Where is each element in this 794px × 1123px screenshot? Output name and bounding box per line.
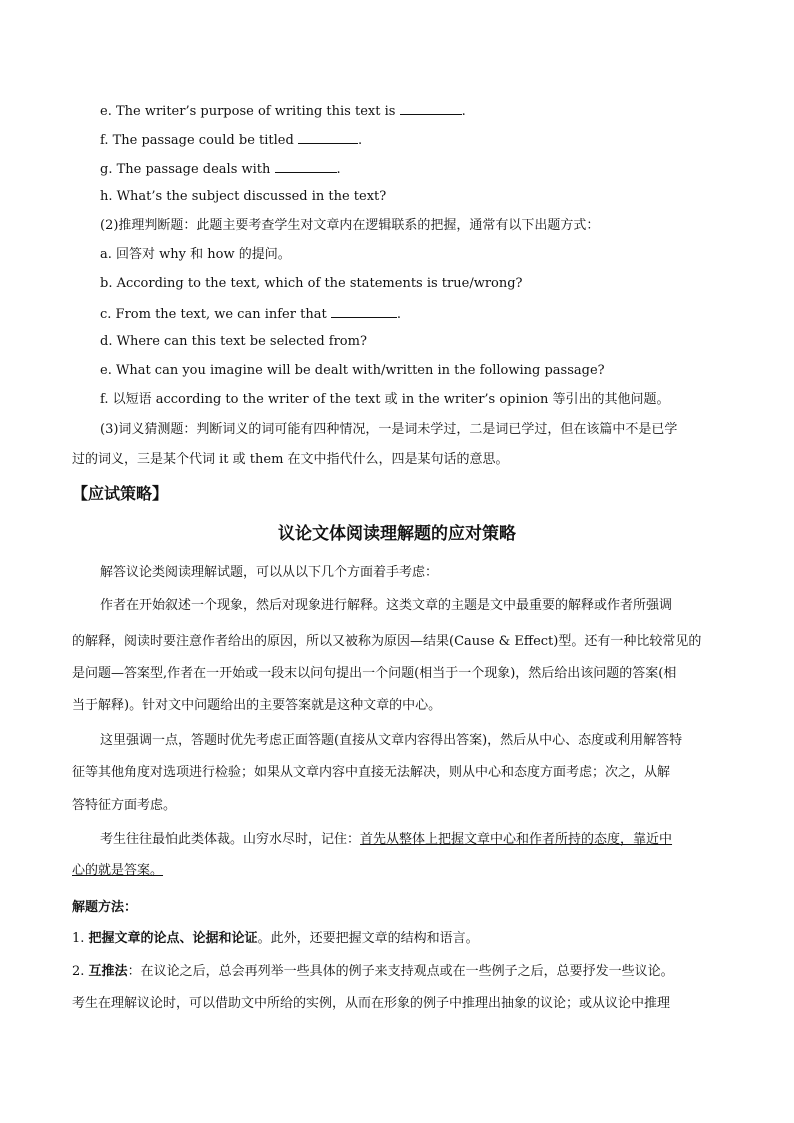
method-1-bold: 把握文章的论点、论据和论证 <box>88 931 258 946</box>
para-2-line-1: 作者在开始叙述一个现象，然后对现象进行解释。这类文章的主题是文中最重要的解释或作者所强调 <box>100 598 673 613</box>
method-2-line-2: 考生在理解议论时，可以借助文中所给的实例，从而在形象的例子中推理出抽象的议论；或从议论中推理 <box>72 996 671 1011</box>
method-2-bold: 互推法 <box>88 964 128 979</box>
para-2-line-2: 的解释，阅读时要注意作者给出的原因，所以又被称为原因—结果(Cause & Effect)型。还有一种比较常见的 <box>72 634 702 649</box>
item-g-deals-with: g. The passage deals with . <box>100 158 341 180</box>
inference-item-e: e. What can you imagine will be dealt with/written in the following passage? <box>100 363 605 378</box>
para-3-line-1: 这里强调一点，答题时优先考虑正面答题(直接从文章内容得出答案)，然后从中心、态度或利用解答特 <box>100 733 683 748</box>
para-4-text: 考生往往最怕此类体裁。山穷水尽时，记住： <box>100 832 361 847</box>
para-4-underlined-cont: 心的就是答案。 <box>72 863 164 878</box>
inference-item-d: d. Where can this text be selected from? <box>100 334 367 349</box>
method-heading: 解题方法： <box>72 900 138 915</box>
para-4-line-2 <box>72 861 163 881</box>
vocab-guess-line-2: 过的词义，三是某个代词 it 或 them 在文中指代什么，四是某句话的意思。 <box>72 452 509 467</box>
item-g-text: g. The passage deals with <box>100 162 271 177</box>
answer-blank <box>275 158 337 173</box>
inference-item-c: c. From the text, we can infer that . <box>100 303 401 325</box>
answer-blank <box>331 303 397 318</box>
para-3-line-3: 答特征方面考虑。 <box>72 798 177 813</box>
inference-heading: (2)推理判断题：此题主要考查学生对文章内在逻辑联系的把握，通常有以下出题方式： <box>100 218 600 233</box>
para-4-line-1 <box>100 830 672 850</box>
item-h-subject: h. What’s the subject discussed in the text? <box>100 189 387 204</box>
para-2-line-3: 是问题—答案型,作者在一开始或一段末以问句提出一个问题(相当于一个现象)，然后给出该问题的答案(相 <box>72 666 677 681</box>
item-e-text: e. The writer’s purpose of writing this text is <box>100 104 396 119</box>
intro-paragraph: 解答议论类阅读理解试题，可以从以下几个方面着手考虑： <box>100 565 439 580</box>
answer-blank <box>400 100 462 115</box>
section-heading: 【应试策略】 <box>72 484 169 503</box>
method-2: 2. 互推法：在议论之后，总会再列举一些具体的例子来支持观点或在一些例子之后，总要抒发一些议论。 <box>72 964 674 979</box>
vocab-guess-line-1: (3)词义猜测题：判断词义的词可能有四种情况，一是词未学过，二是词已学过，但在该篇中不是已学 <box>100 422 678 437</box>
answer-blank <box>298 129 358 144</box>
inference-item-c-text: c. From the text, we can infer that <box>100 307 327 322</box>
document-title: 议论文体阅读理解题的应对策略 <box>278 524 516 544</box>
para-3-line-2: 征等其他角度对选项进行检验；如果从文章内容中直接无法解决，则从中心和态度方面考虑；次之，从解 <box>72 765 671 780</box>
inference-item-f: f. 以短语 according to the writer of the text 或 in the writer’s opinion 等引出的其他问题。 <box>100 392 670 407</box>
para-4-underlined: 首先从整体上把握文章中心和作者所持的态度，靠近中 <box>360 832 673 847</box>
inference-item-b: b. According to the text, which of the statements is true/wrong? <box>100 276 523 291</box>
method-1: 1. 把握文章的论点、论据和论证。此外，还要把握文章的结构和语言。 <box>72 931 479 946</box>
item-e-purpose: e. The writer’s purpose of writing this text is . <box>100 100 466 122</box>
item-f-title: f. The passage could be titled . <box>100 129 362 151</box>
inference-item-a: a. 回答对 why 和 how 的提问。 <box>100 247 291 262</box>
para-2-line-4: 当于解释)。针对文中问题给出的主要答案就是这种文章的中心。 <box>72 698 442 713</box>
item-f-text: f. The passage could be titled <box>100 133 294 148</box>
